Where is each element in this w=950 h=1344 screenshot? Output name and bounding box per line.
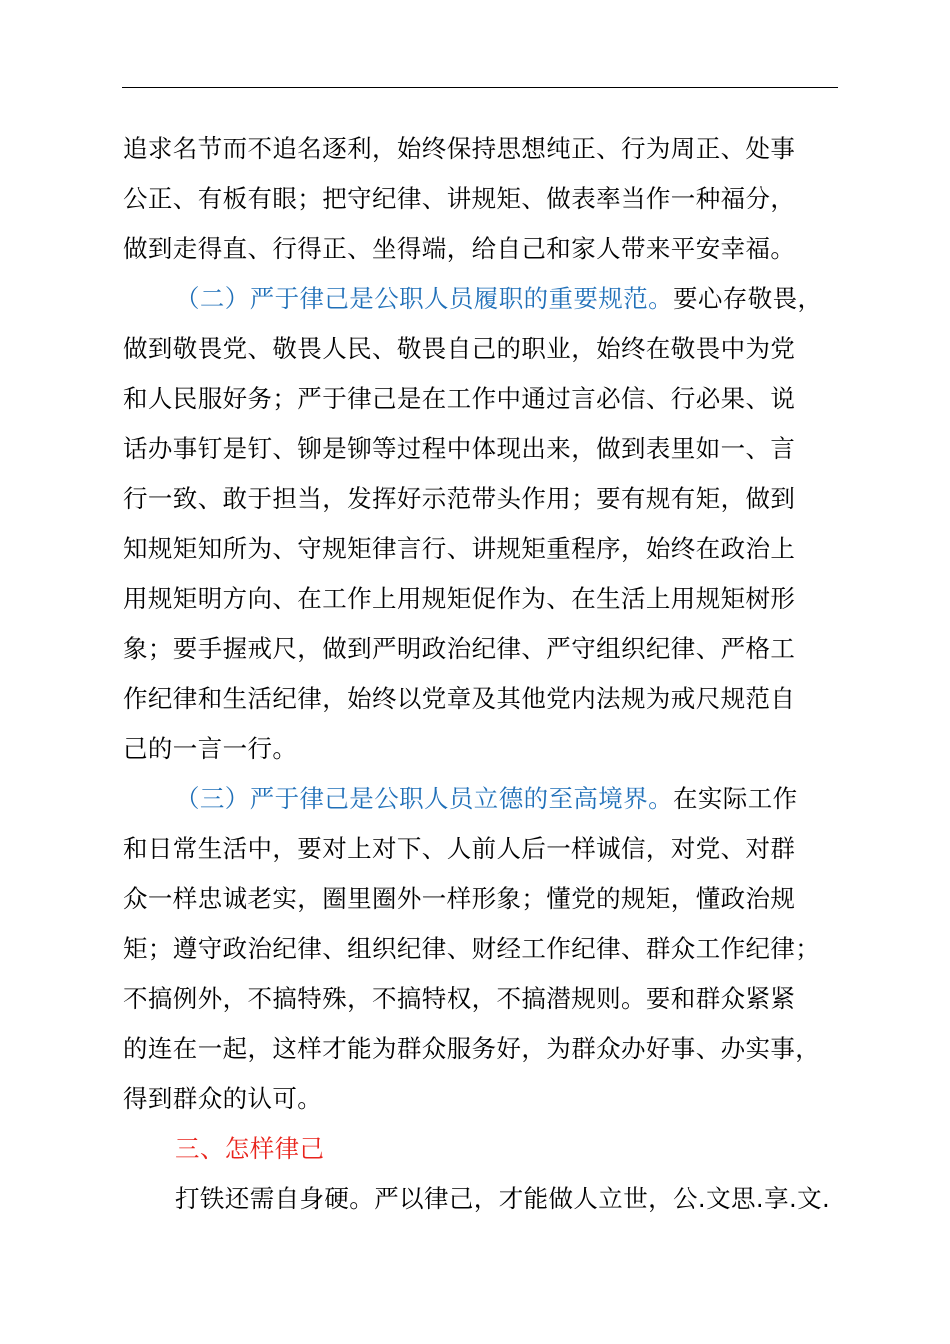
text-line: 和人民服好务；严于律己是在工作中通过言必信、行必果、说	[123, 384, 796, 413]
text-line: 行一致、敢于担当，发挥好示范带头作用；要有规有矩，做到	[123, 484, 796, 513]
subheading-3: （三）严于律己是公职人员立德的至高境界。	[175, 784, 673, 813]
text-line: 得到群众的认可。	[123, 1084, 323, 1113]
document-body	[123, 124, 841, 1224]
text-line: 矩；遵守政治纪律、组织纪律、财经工作纪律、群众工作纪律；	[123, 934, 821, 963]
text-line: 追求名节而不追名逐利，始终保持思想纯正、行为周正、处事	[123, 134, 796, 163]
text-line: 作纪律和生活纪律，始终以党章及其他党内法规为戒尺规范自	[123, 684, 796, 713]
section-heading: 三、怎样律己	[175, 1134, 325, 1163]
text-line: 和日常生活中，要对上对下、人前人后一样诚信，对党、对群	[123, 834, 796, 863]
text-line: 话办事钉是钉、铆是铆等过程中体现出来，做到表里如一、言	[123, 434, 796, 463]
text-run: 要心存敬畏，	[673, 284, 823, 313]
text-line: 众一样忠诚老实，圈里圈外一样形象；懂党的规矩，懂政治规	[123, 884, 796, 913]
paragraph-first-line	[123, 774, 841, 824]
text-line: 用规矩明方向、在工作上用规矩促作为、在生活上用规矩树形	[123, 584, 796, 613]
paragraph-first-line: 打铁还需自身硬。严以律己，才能做人立世，公.文思.享.文.	[175, 1184, 831, 1213]
text-run: 在实际工作	[673, 784, 798, 813]
text-line: 象；要手握戒尺，做到严明政治纪律、严守组织纪律、严格工	[123, 634, 796, 663]
text-line: 公正、有板有眼；把守纪律、讲规矩、做表率当作一种福分，	[123, 184, 796, 213]
header-rule	[122, 87, 838, 88]
paragraph-first-line	[123, 274, 841, 324]
text-line: 知规矩知所为、守规矩律言行、讲规矩重程序，始终在政治上	[123, 534, 796, 563]
text-line: 己的一言一行。	[123, 734, 298, 763]
text-line: 不搞例外，不搞特殊，不搞特权，不搞潜规则。要和群众紧紧	[123, 984, 796, 1013]
subheading-2: （二）严于律己是公职人员履职的重要规范。	[175, 284, 673, 313]
text-line: 的连在一起，这样才能为群众服务好，为群众办好事、办实事，	[123, 1034, 821, 1063]
text-line: 做到走得直、行得正、坐得端，给自己和家人带来平安幸福。	[123, 234, 796, 263]
text-line: 做到敬畏党、敬畏人民、敬畏自己的职业，始终在敬畏中为党	[123, 334, 796, 363]
